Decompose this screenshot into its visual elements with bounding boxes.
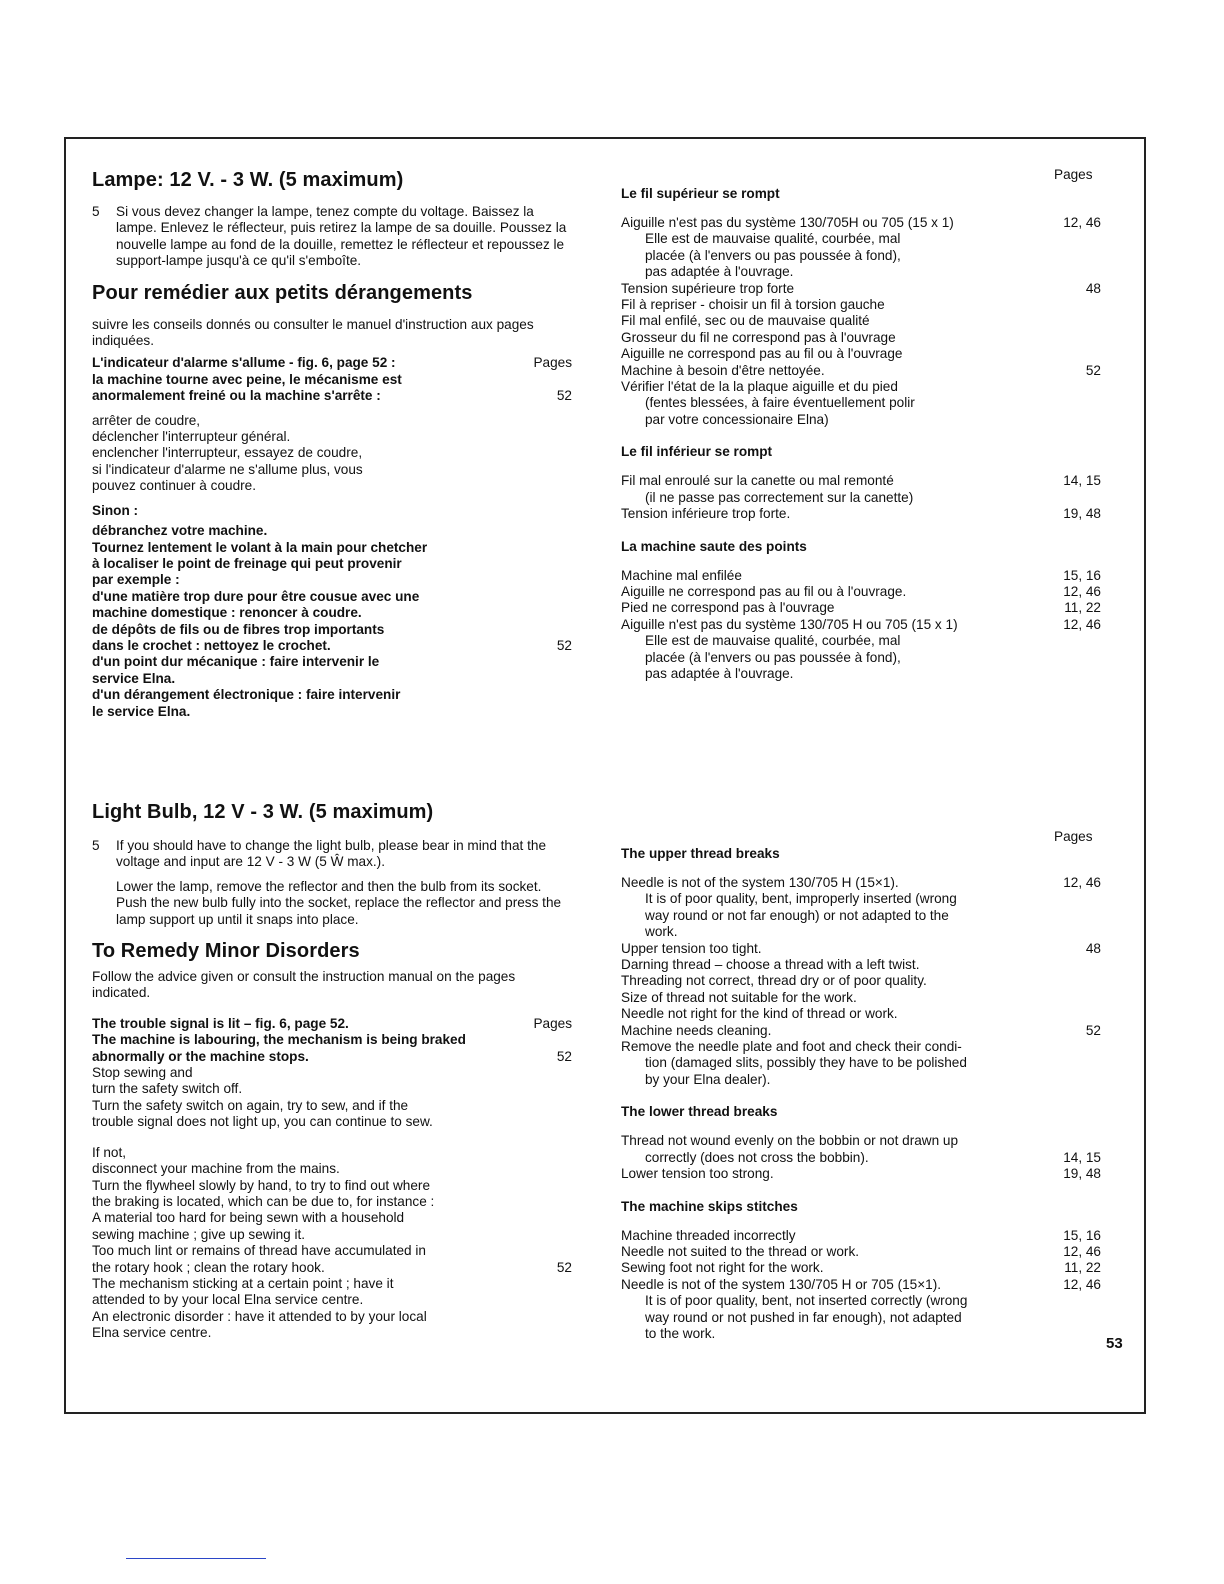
trouble-row-text: Needle not suited to the thread or work. <box>621 1243 860 1259</box>
en-step: turn the safety switch off. <box>92 1081 243 1097</box>
en-ifnot-line: Elna service centre. <box>92 1325 212 1341</box>
en-ifnot-line: An electronic disorder : have it attended to by your local <box>92 1308 427 1324</box>
en-hook-page: 52 <box>556 1259 572 1275</box>
trouble-row <box>621 941 1101 957</box>
en-upper-heading: The upper thread breaks <box>621 846 780 861</box>
fr-skip-heading: La machine saute des points <box>621 538 807 554</box>
trouble-row <box>621 600 1101 616</box>
trouble-row <box>621 633 1101 649</box>
en-ifnot-line: Turn the flywheel slowly by hand, to try to find out where <box>92 1177 430 1193</box>
trouble-row-text: Upper tension too tight. <box>621 940 762 956</box>
trouble-row-text: Elle est de mauvaise qualité, courbée, mal <box>645 633 901 649</box>
fr-sinon-tail <box>92 654 572 720</box>
trouble-row <box>621 1150 1101 1166</box>
fr-sinon-line: d'un point dur mécanique : faire intervenir le <box>92 654 380 670</box>
en-skip-list <box>621 1228 1101 1343</box>
trouble-row <box>621 1277 1101 1293</box>
en-signal-heading: The trouble signal is lit – fig. 6, page 52. <box>92 1015 349 1031</box>
en-ifnot-line: If not, <box>92 1144 127 1160</box>
trouble-row <box>621 297 1101 313</box>
trouble-row-text: Vérifier l'état de la la plaque aiguille et du pied <box>621 379 898 395</box>
fr-alarm-heading-row <box>92 355 572 371</box>
trouble-row-pages: 12, 46 <box>1063 1243 1101 1259</box>
fr-left-column <box>92 169 572 720</box>
fr-lower-heading: Le fil inférieur se rompt <box>621 444 773 460</box>
trouble-row-text: placée (à l'envers ou pas poussée à fond), <box>645 247 901 263</box>
trouble-row <box>621 1244 1101 1260</box>
trouble-row-text: (fentes blessées, à faire éventuellement polir <box>645 395 915 411</box>
trouble-row <box>621 231 1101 247</box>
en-lamp-title: Light Bulb, 12 V - 3 W. (5 maximum) <box>92 801 434 823</box>
en-lower-heading: The lower thread breaks <box>621 1104 778 1120</box>
trouble-row-text: Machine threaded incorrectly <box>621 1227 796 1243</box>
fr-sinon-line: de dépôts de fils ou de fibres trop importants <box>92 621 385 637</box>
trouble-row <box>621 908 1101 924</box>
trouble-row-pages: 19, 48 <box>1063 506 1101 522</box>
trouble-row-text: Elle est de mauvaise qualité, courbée, mal <box>645 231 901 247</box>
trouble-row-text: Fil mal enfilé, sec ou de mauvaise qualité <box>621 313 870 329</box>
trouble-row-text: Pied ne correspond pas à l'ouvrage <box>621 600 835 616</box>
trouble-row-text: by your Elna dealer). <box>645 1071 771 1087</box>
trouble-row <box>621 281 1101 297</box>
trouble-row-pages: 12, 46 <box>1063 215 1101 230</box>
trouble-row <box>621 490 1101 506</box>
trouble-row-text: Size of thread not suitable for the work. <box>621 989 857 1005</box>
fr-alarm-line-1: la machine tourne avec peine, le mécanisme est <box>92 371 402 387</box>
fr-remedy-title: Pour remédier aux petits dérangements <box>92 281 473 304</box>
fr-upper-heading: Le fil supérieur se rompt <box>621 186 780 201</box>
en-remedy-title: To Remedy Minor Disorders <box>92 940 360 963</box>
en-steps <box>92 1065 572 1131</box>
fr-skip-list <box>621 568 1101 683</box>
en-ifnot-line: A material too hard for being sewn with a household <box>92 1210 405 1226</box>
trouble-row <box>621 990 1101 1006</box>
fr-upper-list <box>621 215 1101 428</box>
en-skip-heading: The machine skips stitches <box>621 1198 798 1214</box>
trouble-row-text: pas adaptée à l'ouvrage. <box>645 264 794 280</box>
en-lower-list <box>621 1133 1101 1182</box>
trouble-row-pages: 52 <box>1085 362 1101 378</box>
trouble-row-text: Tension inférieure trop forte. <box>621 506 791 522</box>
fr-sinon-line: à localiser le point de freinage qui peut provenir <box>92 555 402 571</box>
en-lamp-text-2: Lower the lamp, remove the reflector and then the bulb from its socket. Push the new bulb fully into the socket, replace the reflector and press the lamp support up until it snaps into place. <box>116 878 562 927</box>
en-lamp-text-1: If you should have to change the light bulb, please bear in mind that the voltage and input are 12 V - 3 W (5 Ŵ max.). <box>116 838 547 870</box>
trouble-row-pages: 15, 16 <box>1063 1227 1101 1243</box>
trouble-row <box>621 1293 1101 1309</box>
trouble-row <box>621 1228 1101 1244</box>
trouble-row-pages: 12, 46 <box>1063 1276 1101 1292</box>
trouble-row <box>621 924 1101 940</box>
trouble-row <box>621 1260 1101 1276</box>
trouble-row-text: placée (à l'envers ou pas poussée à fond), <box>645 649 901 665</box>
trouble-row <box>621 215 1101 231</box>
trouble-row-text: It is of poor quality, bent, improperly inserted (wrong <box>645 891 957 907</box>
en-signal-line-1: The machine is labouring, the mechanism is being braked <box>92 1032 466 1048</box>
en-ifnot-line: the braking is located, which can be due to, for instance : <box>92 1193 435 1209</box>
en-right-pages-label: Pages <box>1054 829 1093 844</box>
trouble-row-text: (il ne passe pas correctement sur la canette) <box>645 489 914 505</box>
trouble-row <box>621 330 1101 346</box>
trouble-row-text: Machine mal enfilée <box>621 567 742 583</box>
page-number: 53 <box>1106 1335 1123 1352</box>
trouble-row-text: Machine à besoin d'être nettoyée. <box>621 362 825 378</box>
trouble-row-text: tion (damaged slits, possibly they have to be polished <box>645 1055 967 1071</box>
trouble-row-pages: 52 <box>1085 1022 1101 1038</box>
trouble-row <box>621 1326 1101 1342</box>
fr-lamp-title: Lampe: 12 V. - 3 W. (5 maximum) <box>92 169 404 191</box>
trouble-row-pages: 11, 22 <box>1064 600 1101 616</box>
trouble-row-pages: 12, 46 <box>1063 616 1101 632</box>
en-step: Stop sewing and <box>92 1065 193 1081</box>
trouble-row-text: Aiguille n'est pas du système 130/705H ou 705 (15 x 1) <box>621 215 954 230</box>
fr-alarm-line-2: anormalement freiné ou la machine s'arrête : 52 <box>92 388 572 404</box>
trouble-row-text: Machine needs cleaning. <box>621 1022 772 1038</box>
en-ifnot-line: sewing machine ; give up sewing it. <box>92 1226 306 1242</box>
trouble-row <box>621 568 1101 584</box>
trouble-row-pages: 15, 16 <box>1063 567 1101 583</box>
trouble-row-text: correctly (does not cross the bobbin). <box>645 1149 869 1165</box>
page-frame <box>64 137 1146 1414</box>
fr-crochet-row: dans le crochet : nettoyez le crochet. 52 <box>92 637 572 653</box>
en-ifnot-line: The mechanism sticking at a certain point ; have it <box>92 1275 394 1291</box>
trouble-row <box>621 346 1101 362</box>
fr-sinon-line: d'une matière trop dure pour être cousue avec une <box>92 588 420 604</box>
trouble-row-text: Lower tension too strong. <box>621 1166 774 1182</box>
trouble-row-text: Tension supérieure trop forte <box>621 280 795 296</box>
trouble-row-text: to the work. <box>645 1325 716 1341</box>
trouble-row-text: Thread not wound evenly on the bobbin or not drawn up <box>621 1133 959 1149</box>
fr-sinon-line: machine domestique : renoncer à coudre. <box>92 605 362 621</box>
trouble-row-text: Needle is not of the system 130/705 H (15×1). <box>621 875 899 890</box>
fr-step: arrêter de coudre, <box>92 412 201 428</box>
trouble-row <box>621 1310 1101 1326</box>
trouble-row <box>621 957 1101 973</box>
fr-sinon-list <box>92 523 572 638</box>
fr-step: si l'indicateur d'alarme ne s'allume plus, vous <box>92 461 363 477</box>
fr-step: enclencher l'interrupteur, essayez de coudre, <box>92 445 363 461</box>
trouble-row-text: Needle is not of the system 130/705 H or 705 (15×1). <box>621 1276 942 1292</box>
trouble-row <box>621 473 1101 489</box>
trouble-row-text: Fil mal enroulé sur la canette ou mal remonté <box>621 473 894 489</box>
fr-sinon-line: le service Elna. <box>92 703 191 719</box>
trouble-row <box>621 1166 1101 1182</box>
footer-rule <box>126 1558 266 1559</box>
trouble-row-text: way round or not far enough) or not adapted to the <box>645 907 949 923</box>
en-pages-label: Pages <box>533 1015 572 1031</box>
trouble-row-text: Aiguille ne correspond pas au fil ou à l'ouvrage. <box>621 583 907 599</box>
trouble-row-text: Fil à repriser - choisir un fil à torsion gauche <box>621 297 885 313</box>
en-ifnot-line: attended to by your local Elna service centre. <box>92 1292 364 1308</box>
trouble-row <box>621 363 1101 379</box>
trouble-row <box>621 313 1101 329</box>
trouble-row <box>621 395 1101 411</box>
trouble-row <box>621 264 1101 280</box>
trouble-row-text: Grosseur du fil ne correspond pas à l'ouvrage <box>621 329 896 345</box>
fr-lamp-number: 5 <box>92 204 100 219</box>
fr-sinon-line: Tournez lentement le volant à la main pour chetcher <box>92 539 428 555</box>
fr-alarm-page: 52 <box>556 388 572 404</box>
fr-remedy-intro: suivre les conseils donnés ou consulter le manuel d'instruction aux pages indiquées. <box>92 316 534 349</box>
en-lamp-number: 5 <box>92 838 100 853</box>
trouble-row <box>621 650 1101 666</box>
trouble-row <box>621 1023 1101 1039</box>
trouble-row <box>621 891 1101 907</box>
trouble-row <box>621 248 1101 264</box>
trouble-row <box>621 1006 1101 1022</box>
trouble-row-pages: 14, 15 <box>1063 1149 1101 1165</box>
trouble-row-pages: 12, 46 <box>1063 875 1101 890</box>
trouble-row <box>621 1133 1101 1149</box>
trouble-row <box>621 412 1101 428</box>
trouble-row-pages: 12, 46 <box>1063 583 1101 599</box>
en-step: Turn the safety switch on again, try to sew, and if the <box>92 1097 409 1113</box>
fr-right-column <box>621 186 1101 682</box>
trouble-row-pages: 11, 22 <box>1064 1260 1101 1276</box>
trouble-row-text: way round or not pushed in far enough), not adapted <box>645 1309 962 1325</box>
trouble-row-text: Needle not right for the kind of thread or work. <box>621 1006 898 1022</box>
trouble-row <box>621 506 1101 522</box>
en-ifnot-line: disconnect your machine from the mains. <box>92 1161 340 1177</box>
fr-lamp-text: Si vous devez changer la lampe, tenez compte du voltage. Baissez la lampe. Enlevez le réflecteur, puis retirez la lampe de sa douille. Poussez la nouvelle lampe au fond de la douille, remettez le réflecteur et repoussez le support-lampe jusqu'à ce qu'il s'emboîte. <box>116 204 567 269</box>
trouble-row-text: work. <box>645 924 678 940</box>
trouble-row-pages: 19, 48 <box>1063 1166 1101 1182</box>
fr-alarm-heading: L'indicateur d'alarme s'allume - fig. 6, page 52 : <box>92 355 396 371</box>
trouble-row-text: par votre concessionaire Elna) <box>645 411 829 427</box>
fr-steps <box>92 413 572 495</box>
fr-step: déclencher l'interrupteur général. <box>92 429 291 445</box>
en-hook-row: the rotary hook ; clean the rotary hook. 52 <box>92 1259 572 1275</box>
fr-sinon-line: service Elna. <box>92 670 176 686</box>
trouble-row <box>621 666 1101 682</box>
fr-sinon-line: débranchez votre machine. <box>92 523 268 539</box>
fr-right-pages-label: Pages <box>1054 167 1093 182</box>
fr-step: pouvez continuer à coudre. <box>92 478 256 494</box>
trouble-row <box>621 875 1101 891</box>
en-upper-list <box>621 875 1101 1088</box>
fr-sinon-line: d'un dérangement électronique : faire intervenir <box>92 687 401 703</box>
trouble-row <box>621 584 1101 600</box>
en-signal-heading-row <box>92 1016 572 1032</box>
en-left-column <box>92 801 572 1342</box>
trouble-row <box>621 1072 1101 1088</box>
trouble-row-pages: 48 <box>1085 280 1101 296</box>
trouble-row-text: Sewing foot not right for the work. <box>621 1260 824 1276</box>
en-ifnot-tail <box>92 1276 572 1342</box>
fr-lamp-paragraph <box>92 204 572 270</box>
trouble-row-text: Darning thread – choose a thread with a left twist. <box>621 957 920 973</box>
trouble-row-text: It is of poor quality, bent, not inserted correctly (wrong <box>645 1293 968 1309</box>
en-ifnot-line: Too much lint or remains of thread have accumulated in <box>92 1243 426 1259</box>
fr-lower-list <box>621 473 1101 522</box>
trouble-row-text: Aiguille n'est pas du système 130/705 H ou 705 (15 x 1) <box>621 616 958 632</box>
fr-pages-label: Pages <box>533 355 572 371</box>
trouble-row-pages: 48 <box>1085 940 1101 956</box>
trouble-row <box>621 617 1101 633</box>
trouble-row <box>621 1055 1101 1071</box>
trouble-row <box>621 973 1101 989</box>
fr-crochet-page: 52 <box>556 637 572 653</box>
en-signal-line-2: abnormally or the machine stops. 52 <box>92 1048 572 1064</box>
fr-sinon-line: par exemple : <box>92 572 180 588</box>
en-remedy-intro: Follow the advice given or consult the instruction manual on the pages indicated. <box>92 969 516 1001</box>
en-right-column <box>621 846 1101 1342</box>
trouble-row <box>621 379 1101 395</box>
en-lamp-paragraph <box>92 838 572 928</box>
trouble-row-text: pas adaptée à l'ouvrage. <box>645 665 794 681</box>
trouble-row-pages: 14, 15 <box>1063 473 1101 489</box>
en-ifnot-list <box>92 1145 572 1260</box>
trouble-row-text: Remove the needle plate and foot and check their condi- <box>621 1039 962 1055</box>
fr-sinon: Sinon : <box>92 502 139 518</box>
trouble-row-text: Aiguille ne correspond pas au fil ou à l'ouvrage <box>621 346 903 362</box>
en-signal-page: 52 <box>556 1048 572 1064</box>
trouble-row <box>621 1039 1101 1055</box>
trouble-row-text: Threading not correct, thread dry or of poor quality. <box>621 973 927 989</box>
en-step: trouble signal does not light up, you can continue to sew. <box>92 1114 433 1130</box>
